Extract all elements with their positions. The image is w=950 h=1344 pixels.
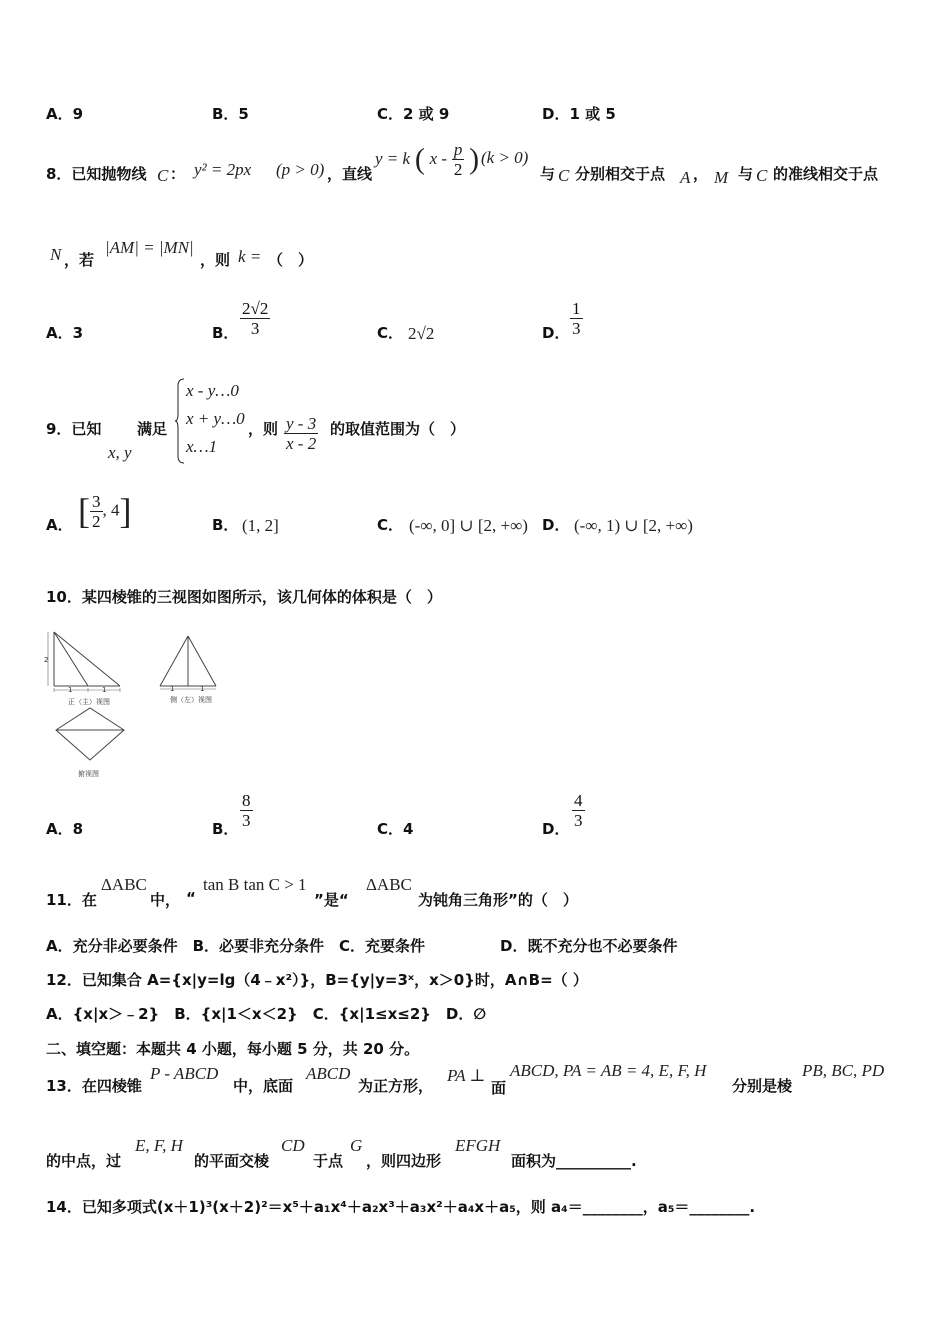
front-width-label-2: 1	[102, 686, 107, 694]
q9-option-d: D．	[542, 516, 570, 534]
q10-option-b-value: $\frac{8}{3}$	[242, 791, 251, 830]
side-view-caption: 侧（左）视图	[170, 696, 212, 704]
q10-option-d-value: $\frac{4}{3}$	[574, 791, 583, 830]
q8-ruo: ，若	[64, 251, 95, 269]
q8-curve-c-2: C	[558, 166, 570, 185]
q13-point-g: G	[350, 1136, 363, 1155]
q13-line2-a: 的中点，过	[46, 1152, 122, 1170]
front-height-label: 2	[44, 656, 49, 664]
q13-quad: EFGH	[455, 1136, 501, 1155]
q11-triangle-2: ΔABC	[366, 875, 412, 894]
q7-option-d: D．1 或 5	[542, 105, 616, 123]
q9-constraint-2: x + y…0	[186, 409, 245, 428]
q8-option-d: D．	[542, 324, 570, 342]
q11-number: 11．在	[46, 891, 97, 909]
q8-k-eq: k =	[238, 247, 262, 266]
q12-stem: 12．已知集合 A={x|y=lg（4﹣x²）}，B={y|y=3ˣ，x＞0}时，A∩B=（ ）	[46, 971, 588, 989]
q14-stem: 14．已知多项式(x＋1)³(x＋2)²＝x⁵＋a₁x⁴＋a₂x³＋a₃x²＋a₄x＋a₅，则 a₄＝________，a₅＝________.	[46, 1198, 756, 1216]
q8-point-a: A	[680, 168, 691, 187]
q8-ze: ，则	[200, 251, 231, 269]
q9-option-c-value: (-∞, 0] ∪ [2, +∞)	[409, 516, 528, 535]
q11-left-quote: “	[186, 889, 196, 907]
q9-constraint-1: x - y…0	[186, 381, 239, 400]
q9-constraint-3: x…1	[186, 437, 218, 456]
q9-brace	[175, 378, 185, 464]
q7-option-c: C．2 或 9	[377, 105, 450, 123]
front-width-label-1: 1	[68, 686, 73, 694]
q8-p-half: $\frac{p}{2}$	[453, 140, 463, 179]
q13-points-efh: E, F, H	[135, 1136, 183, 1155]
q8-colon: ：	[170, 165, 186, 183]
q8-line-eq: y = k ( x - $\frac{p}{2}$ )	[375, 140, 480, 179]
q10-option-c: C．4	[377, 820, 414, 838]
q9-number: 9．已知	[46, 420, 102, 438]
q13-text-4: 分别是棱	[732, 1077, 793, 1095]
q8-parabola-eq: y² = 2px	[194, 160, 252, 179]
q13-line2-c: 于点	[313, 1152, 344, 1170]
q13-pa-perp: PA ⊥	[447, 1066, 486, 1085]
q9-option-b: B．	[212, 516, 239, 534]
q13-edges: PB, BC, PD	[802, 1061, 885, 1080]
front-view	[44, 632, 120, 706]
q7-option-b: B．5	[212, 105, 249, 123]
q12-options: A．{x|x＞﹣2} B．{x|1＜x＜2} C．{x|1≤x≤2} D．∅	[46, 1005, 487, 1023]
q8-paren: （ ）	[268, 251, 314, 269]
q10-stem: 10．某四棱锥的三视图如图所示，该几何体的体积是（ ）	[46, 588, 442, 606]
q8-option-a: A．3	[46, 324, 84, 342]
q8-option-c-value: 2√2	[408, 324, 435, 343]
q9-then: ，则	[248, 420, 279, 438]
q10-option-d: D．	[542, 820, 570, 838]
q13-pyramid: P - ABCD	[150, 1064, 219, 1083]
q13-line2-b: 的平面交棱	[194, 1152, 270, 1170]
q8-p-cond: (p > 0)	[276, 160, 325, 179]
q10-option-b: B．	[212, 820, 239, 838]
side-width-label-2: 1	[200, 685, 205, 693]
q8-comma: ，	[693, 165, 709, 183]
q13-text-1: 中，底面	[233, 1077, 294, 1095]
q9-satisfy: 满足	[137, 420, 168, 438]
q8-text-yu-2: 与	[738, 165, 754, 183]
q8-option-b-value: $\frac{2√2}{3}$	[242, 299, 269, 338]
q10-option-a: A．8	[46, 820, 84, 838]
q8-option-b: B．	[212, 324, 239, 342]
q8-text-intersect: 分别相交于点	[575, 165, 666, 183]
q13-base: ABCD	[306, 1064, 351, 1083]
q13-conditions: ABCD, PA = AB = 4, E, F, H	[510, 1061, 707, 1080]
q9-tail: 的取值范围为（ ）	[330, 420, 466, 438]
q11-options: A．充分非必要条件 B．必要非充分条件 C．充要条件 D．既不充分也不必要条件	[46, 937, 678, 955]
side-width-label-1: 1	[170, 685, 175, 693]
q11-tail: 为钝角三角形”的（ ）	[418, 891, 578, 909]
q9-option-a-value: [ $\frac{3}{2}$ , 4]	[78, 491, 132, 531]
q13-edge-cd: CD	[281, 1136, 305, 1155]
q9-expression: $\frac{y - 3}{x - 2}$	[286, 414, 317, 453]
q11-condition: tan B tan C > 1	[203, 875, 307, 894]
q11-quote-shi: ”是“	[314, 891, 349, 909]
q11-mid: 中，	[150, 891, 181, 909]
top-view-caption: 俯视图	[78, 770, 99, 778]
q9-option-a: A．	[46, 516, 73, 534]
q8-curve-c: C	[157, 166, 169, 185]
side-view	[160, 636, 216, 704]
q13-text-3: 面	[491, 1079, 507, 1097]
front-view-caption: 正（主）视图	[68, 698, 110, 706]
q8-point-n: N	[50, 245, 62, 264]
q8-option-c: C．	[377, 324, 404, 342]
q8-text-directrix: 的准线相交于点	[773, 165, 879, 183]
q9-option-d-value: (-∞, 1) ∪ [2, +∞)	[574, 516, 693, 535]
q11-triangle: ΔABC	[101, 875, 147, 894]
q13-line2-e: 面积为__________.	[511, 1152, 637, 1170]
q8-number: 8．已知抛物线	[46, 165, 147, 183]
q9-option-b-value: (1, 2]	[242, 516, 279, 535]
q8-option-d-value: $\frac{1}{3}$	[572, 299, 581, 338]
q9-option-c: C．	[377, 516, 404, 534]
q8-k-cond: (k > 0)	[481, 148, 529, 167]
q13-number: 13．在四棱锥	[46, 1077, 142, 1095]
q7-option-a: A．9	[46, 105, 84, 123]
q13-line2-d: ，则四边形	[366, 1152, 442, 1170]
q10-three-view-figure	[42, 626, 232, 780]
q8-point-m: M	[714, 168, 729, 187]
top-view	[56, 708, 124, 778]
q8-curve-c-3: C	[756, 166, 768, 185]
q9-vars: x, y	[108, 443, 132, 462]
q8-text-yu: 与	[540, 165, 556, 183]
q8-condition: |AM| = |MN|	[105, 238, 194, 257]
q13-text-2: 为正方形，	[358, 1077, 434, 1095]
q8-line-label: ，直线	[327, 165, 373, 183]
section-heading: 二、填空题：本题共 4 小题，每小题 5 分，共 20 分。	[46, 1040, 420, 1058]
